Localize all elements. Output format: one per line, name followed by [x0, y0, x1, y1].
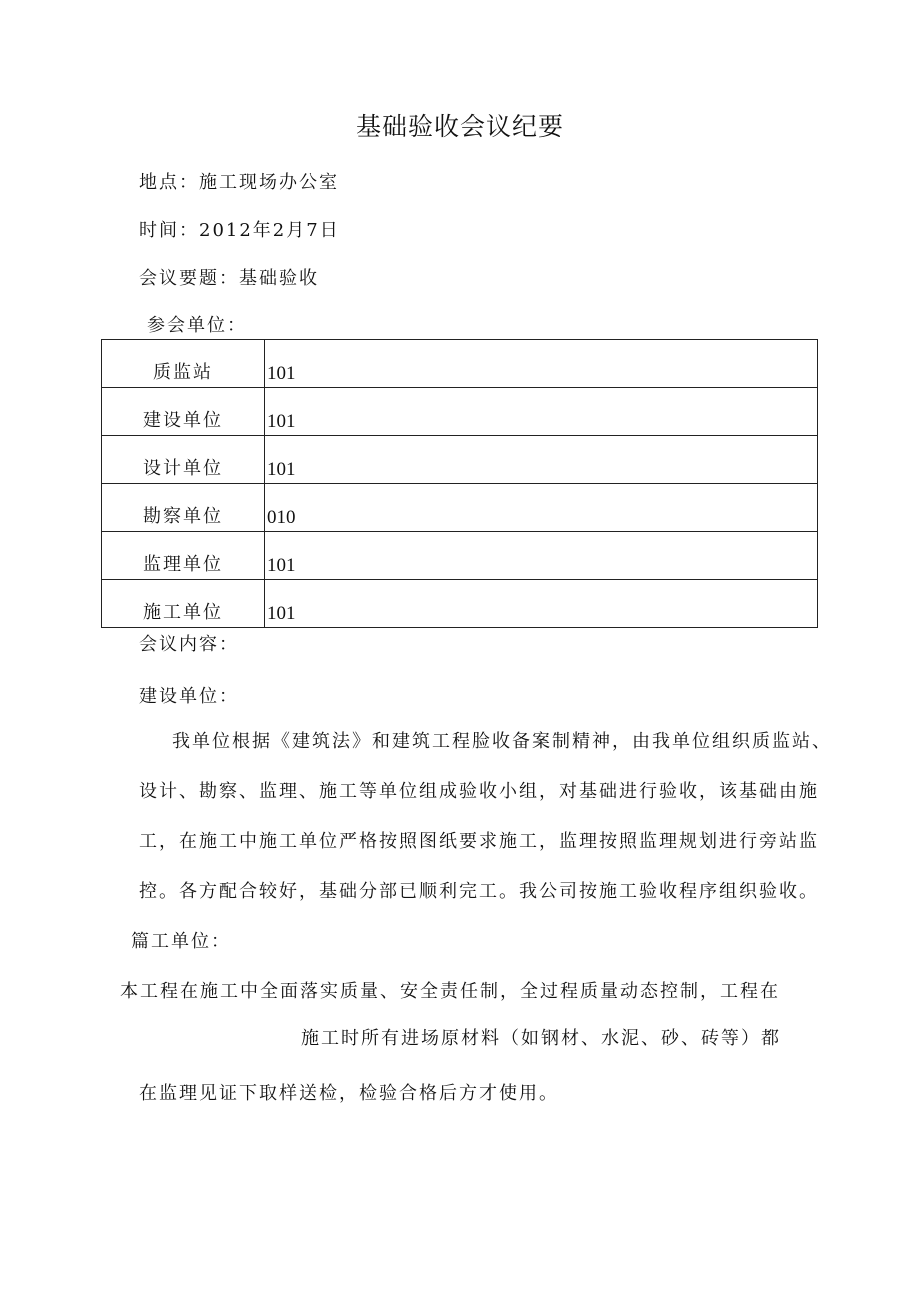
paragraph-line: 我单位根据《建筑法》和建筑工程脸收备案制精神，由我单位组织质监站、	[172, 731, 832, 752]
unit-value: 101	[265, 436, 818, 484]
unit-name: 监理单位	[102, 532, 265, 580]
unit-value: 101	[265, 580, 818, 628]
unit-name: 施工单位	[102, 580, 265, 628]
unit-value: 101	[265, 340, 818, 388]
meeting-location: 地点：施工现场办公室	[139, 172, 339, 193]
meeting-topic: 会议要题：基础验收	[139, 268, 319, 289]
unit-name: 勘察单位	[102, 484, 265, 532]
table-row	[102, 388, 818, 436]
table-row	[102, 340, 818, 388]
paragraph-line: 本工程在施工中全面落实质量、安全责任制，全过程质量动态控制，工程在	[120, 981, 780, 1002]
participants-table	[101, 339, 818, 628]
paragraph-line: 控。各方配合较好，基础分部已顺利完工。我公司按施工验收程序组织验收。	[139, 881, 819, 902]
table-row	[102, 484, 818, 532]
construction-unit-label: 建设单位：	[139, 686, 239, 707]
unit-name: 建设单位	[102, 388, 265, 436]
content-label: 会议内容：	[139, 634, 239, 655]
table-row	[102, 436, 818, 484]
unit-name: 质监站	[102, 340, 265, 388]
table-row	[102, 580, 818, 628]
paragraph-line: 在监理见证下取样送检，检验合格后方才使用。	[139, 1083, 559, 1104]
page-title: 基础验收会议纪要	[355, 112, 564, 141]
unit-value: 010	[265, 484, 818, 532]
table-row	[102, 532, 818, 580]
unit-value: 101	[265, 388, 818, 436]
builder-label: 篇工单位：	[131, 931, 231, 952]
paragraph-line: 工，在施工中施工单位严格按照图纸要求施工，监理按照监理规划进行旁站监	[139, 831, 819, 852]
meeting-time: 时间：2012年2月7日	[139, 220, 340, 241]
paragraph-line: 设计、勘察、监理、施工等单位组成验收小组，对基础进行验收，该基础由施	[139, 781, 819, 802]
participants-label: 参会单位：	[147, 315, 247, 336]
paragraph-line: 施工时所有进场原材料（如钢材、水泥、砂、砖等）都	[301, 1028, 781, 1049]
unit-value: 101	[265, 532, 818, 580]
unit-name: 设计单位	[102, 436, 265, 484]
